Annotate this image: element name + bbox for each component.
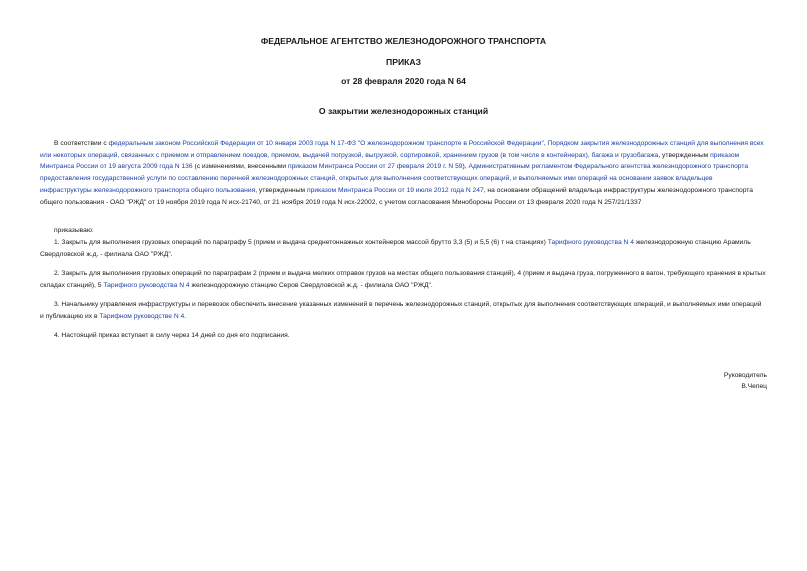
- preamble-text: ),: [462, 163, 469, 171]
- preamble-text: (с изменениями, внесенными: [192, 163, 288, 171]
- item-text: железнодорожную станцию Серов Свердловской ж.д. - филиала ОАО "РЖД".: [189, 281, 433, 289]
- law-17fz-link[interactable]: федеральным законом Российской Федерации от 10 января 2003 года N 17-ФЗ "О железнодорожном транспорте в Российской Федерации": [108, 140, 544, 147]
- item-text: железнодорожную станцию Арамиль Свердловской ж.д. - филиала ОАО "РЖД".: [40, 239, 751, 258]
- item-text: 4. Настоящий приказ вступает в силу через 14 дней со дня его подписания.: [54, 332, 290, 339]
- item-text: 3. Начальнику управления инфраструктуры и перевозок обеспечить внесение указанных изменений в перечень железнодорожных станций, открытых для выполнения соответствующих операций, и выполняемых ими операций и публикацию их в: [40, 301, 762, 320]
- preamble-text: В соответствии с: [54, 140, 109, 147]
- item-text: .: [184, 312, 187, 320]
- tariff-guide-4-link[interactable]: Тарифного руководства N 4: [103, 281, 190, 289]
- station-closure-procedure-link[interactable]: Порядком закрытия железнодорожных станций для выполнения всех или некоторых операций, связанных с приемом и отправлением поездов, приемом, выдачей погрузкой, выгрузкой, сортировкой, хранением грузов (в том числе в контейнерах), багажа и грузобагажа: [40, 140, 764, 159]
- order-item-3: [40, 299, 766, 322]
- order-item-4: [40, 330, 766, 342]
- item-text: 2. Закрыть для выполнения грузовых операций по параграфам 2 (прием и выдача мелких отправок грузов на местах общего пользования станций), 4 (прием и выдача груза, погруженного в вагон, требующего хранения в крытых складах станций), 5: [40, 270, 766, 289]
- preamble-text: , утвержденным: [255, 186, 307, 194]
- order-item-2: [40, 268, 766, 291]
- preamble-text: , на основании обращений владельца инфраструктуры железнодорожного транспорта общего пользования - ОАО "РЖД" от 19 ноября 2019 года N исх-21740, от 21 ноября 2019 года N исх-22002, с учетом согласования Минобороны России от 13 февраля 2020 года N 257/21/1337: [40, 186, 753, 206]
- order-136-link[interactable]: приказом Минтранса России от 19 августа 2009 года N 136: [40, 151, 740, 171]
- tariff-guide-4-link[interactable]: Тарифном руководстве N 4: [99, 312, 185, 320]
- order-247-link[interactable]: приказом Минтранса России от 19 июля 2012 года N 247: [307, 186, 484, 194]
- preamble-paragraph: [40, 138, 766, 208]
- order-59-link[interactable]: приказом Минтранса России от 27 февраля 2019 г. N 59: [287, 163, 463, 171]
- agency-name: ФЕДЕРАЛЬНОЕ АГЕНТСТВО ЖЕЛЕЗНОДОРОЖНОГО ТРАНСПОРТА: [260, 36, 547, 46]
- document-title: О закрытии железнодорожных станций: [318, 106, 489, 116]
- tariff-guide-4-link[interactable]: Тарифного руководства N 4: [547, 239, 634, 246]
- preamble-text: , утвержденным: [658, 151, 711, 159]
- document-date-number: от 28 февраля 2020 года N 64: [341, 76, 466, 86]
- order-word: приказываю:: [54, 227, 94, 234]
- signature-role: Руководитель: [723, 372, 767, 379]
- document-type: ПРИКАЗ: [386, 57, 421, 67]
- preamble-text: ,: [543, 140, 548, 147]
- signature-name: В.Чепец: [741, 383, 767, 390]
- item-text: 1. Закрыть для выполнения грузовых операций по параграфу 5 (прием и выдача среднетоннажных контейнеров массой брутто 3,3 (5) и 5,5 (6) т на станциях): [54, 239, 548, 246]
- order-item-1: [40, 237, 766, 260]
- administrative-regulation-link[interactable]: Административным регламентом Федерального агентства железнодорожного транспорта предоставления государственной услуги по составлению перечней железнодорожных станций, открытых для выполнения соответствующих операций, и выполняемых ими операций на основании заявок владельцев инфраструктуры железнодорожного транспорта общего пользования: [40, 163, 749, 194]
